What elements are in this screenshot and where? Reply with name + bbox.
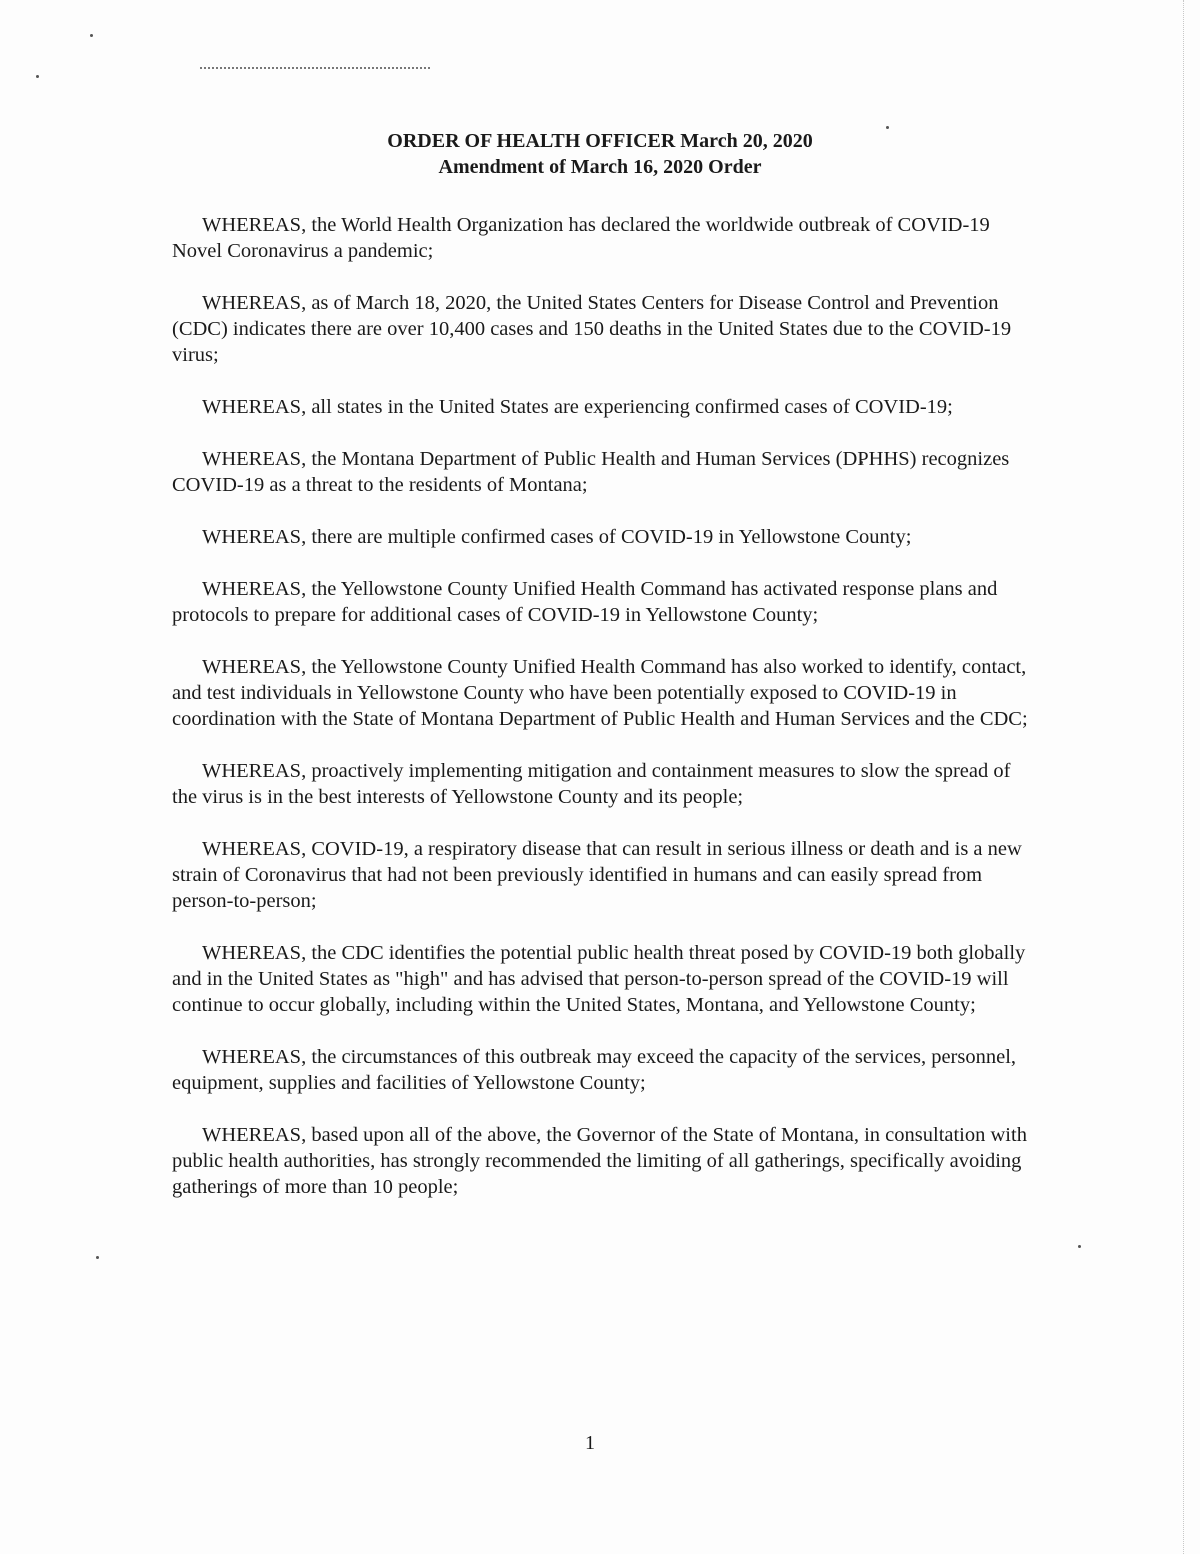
order-heading (0, 128, 1200, 180)
whereas-paragraph: WHEREAS, the Yellowstone County Unified Health Command has also worked to identify, contact, and test individuals in Yellowstone County who have been potentially exposed to COVID-19 in coordination with the State of Montana Department of Public Health and Human Services and the CDC; (172, 656, 1028, 730)
whereas-paragraph: WHEREAS, as of March 18, 2020, the United States Centers for Disease Control and Prevention (CDC) indicates there are over 10,400 cases and 150 deaths in the United States due to the COVID-19 virus; (172, 292, 1012, 366)
scan-speck (90, 34, 93, 37)
whereas-clauses (172, 212, 1032, 1226)
order-title: ORDER OF HEALTH OFFICER March 20, 2020 (387, 130, 813, 152)
whereas-paragraph: WHEREAS, the World Health Organization has declared the worldwide outbreak of COVID-19 Novel Coronavirus a pandemic; (172, 214, 990, 262)
whereas-paragraph: WHEREAS, the circumstances of this outbreak may exceed the capacity of the services, personnel, equipment, supplies and facilities of Yellowstone County; (172, 1046, 1017, 1094)
whereas-paragraph: WHEREAS, the CDC identifies the potential public health threat posed by COVID-19 both globally and in the United States as "high" and has advised that person-to-person spread of the COVID-19 will continue to occur globally, including within the United States, Montana, and Yellowstone County; (172, 942, 1026, 1016)
whereas-paragraph: WHEREAS, there are multiple confirmed cases of COVID-19 in Yellowstone County; (202, 526, 912, 548)
scan-speck (96, 1256, 99, 1259)
whereas-paragraph: WHEREAS, based upon all of the above, the Governor of the State of Montana, in consultation with public health authorities, has strongly recommended the limiting of all gatherings, specifically avoiding gatherings of more than 10 people; (172, 1124, 1027, 1198)
order-subtitle: Amendment of March 16, 2020 Order (438, 156, 762, 178)
whereas-paragraph: WHEREAS, proactively implementing mitigation and containment measures to slow the spread of the virus is in the best interests of Yellowstone County and its people; (172, 760, 1011, 808)
scan-speck (36, 75, 39, 78)
whereas-paragraph: WHEREAS, COVID-19, a respiratory disease that can result in serious illness or death and is a new strain of Coronavirus that had not been previously identified in humans and can easily spread from person-to-person; (172, 838, 1022, 912)
whereas-paragraph: WHEREAS, all states in the United States are experiencing confirmed cases of COVID-19; (202, 396, 953, 418)
scan-speck (1078, 1245, 1081, 1248)
whereas-paragraph: WHEREAS, the Montana Department of Public Health and Human Services (DPHHS) recognizes COVID-19 as a threat to the residents of Montana; (172, 448, 1010, 496)
page-number: 1 (585, 1432, 595, 1454)
whereas-paragraph: WHEREAS, the Yellowstone County Unified Health Command has activated response plans and protocols to prepare for additional cases of COVID-19 in Yellowstone County; (172, 578, 998, 626)
scan-edge-line (1183, 0, 1184, 1554)
scan-header-artifact (200, 67, 430, 69)
